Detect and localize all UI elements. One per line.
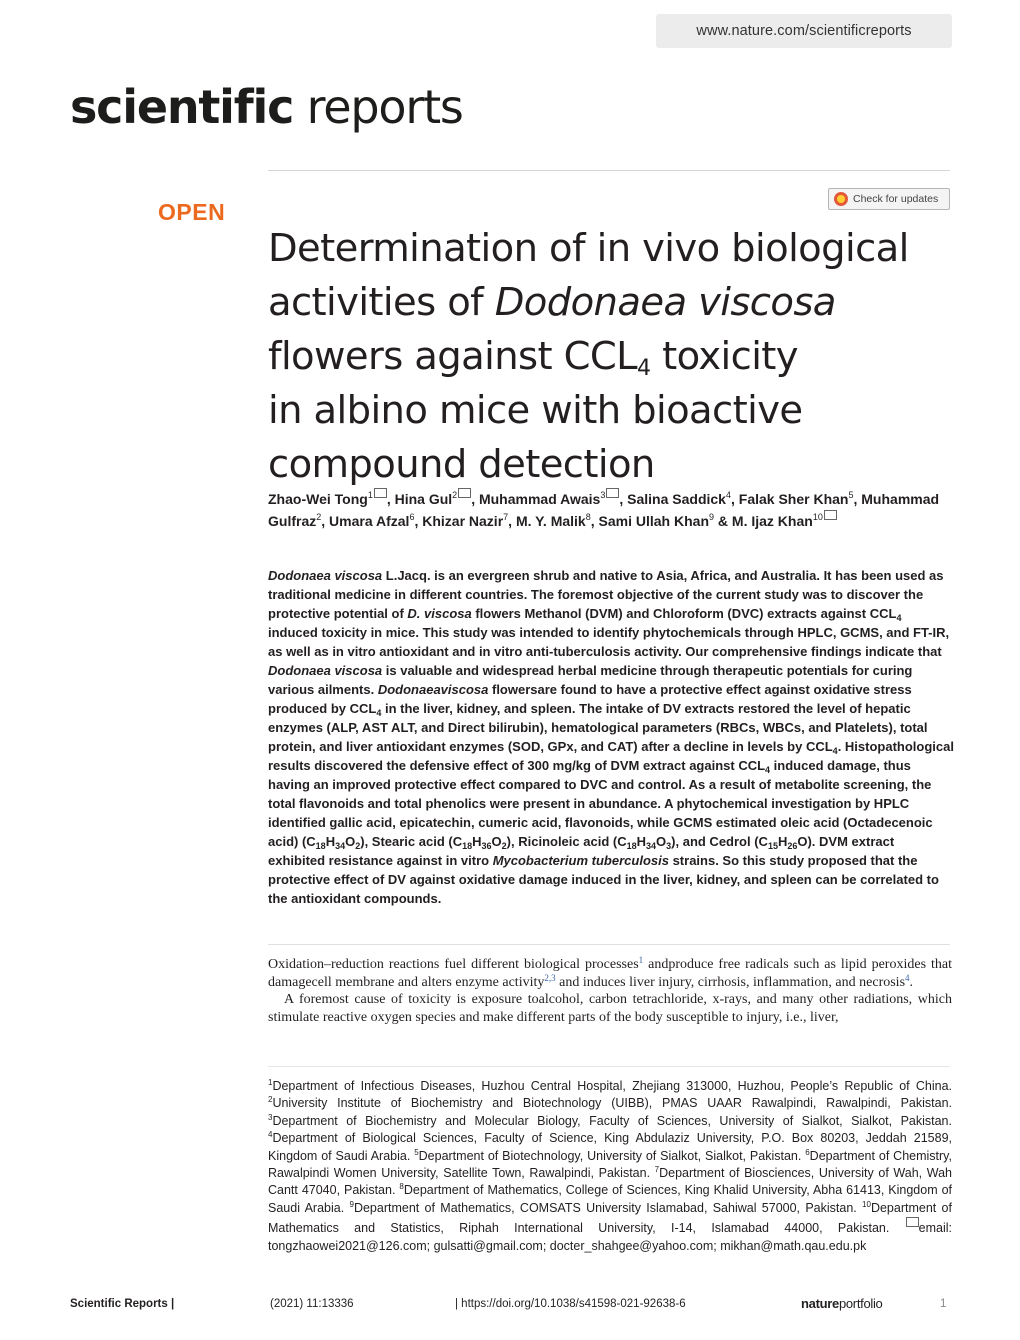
divider — [268, 170, 950, 171]
author-affiliation-ref: 1 — [367, 490, 373, 500]
affiliation-text: Department of Biochemistry and Molecular Biology, Faculty of Sciences, University of Sialkot, Sialkot, Pakistan. — [272, 1113, 952, 1128]
author-separator: , — [471, 491, 479, 507]
author-affiliation-ref: 4 — [725, 490, 731, 500]
paragraph: Oxidation–reduction reactions fuel different biological processes$^1$ andproduce free radicals such as lipid peroxides that damagecell membrane and alters enzyme activity$^{2,3}$ and induces liver injury, cirrhosis, inflammation, and necrosis$^4$. — [268, 955, 952, 990]
reference-link[interactable]: 2,3 — [544, 972, 556, 983]
author-name[interactable]: Muhammad Gulfraz — [268, 491, 940, 529]
author-affiliation-ref: 6 — [409, 512, 415, 522]
author-name[interactable]: M. Ijaz Khan — [731, 513, 813, 529]
author-affiliation-ref: 3 — [600, 490, 606, 500]
footer-journal: Scientific Reports | — [70, 1298, 175, 1310]
author-name[interactable]: Zhao-Wei Tong — [268, 491, 368, 507]
author-affiliation-ref: 9 — [709, 512, 715, 522]
affiliation-number: 10 — [862, 1199, 871, 1209]
email-icon — [906, 1217, 919, 1227]
author-name[interactable]: Salina Saddick — [627, 491, 726, 507]
check-for-updates-label: Check for updates — [853, 193, 939, 205]
affiliation-text: Department of Chemistry, Rawalpindi Women University, Satellite Town, Rawalpindi, Pakistan. — [268, 1148, 952, 1181]
journal-url-link[interactable]: www.nature.com/scientificreports — [656, 14, 952, 48]
affiliation-text: Department of Mathematics and Statistics, Riphah International University, I-14, Islamabad 44000, Pakistan. — [268, 1200, 952, 1236]
reference-link[interactable]: 4 — [905, 972, 910, 983]
author-affiliation-ref: 10 — [812, 512, 823, 522]
divider — [268, 1066, 950, 1067]
doi-link[interactable]: | https://doi.org/10.1038/s41598-021-92638-6 — [455, 1298, 686, 1310]
author-name[interactable]: Muhammad Awais — [478, 491, 601, 507]
author-list — [268, 488, 958, 532]
author-separator: , — [730, 491, 739, 507]
affiliation-number: 3 — [268, 1112, 273, 1122]
affiliation-number: 1 — [268, 1078, 273, 1087]
affiliation-number: 4 — [268, 1130, 273, 1140]
affiliation-number: 5 — [414, 1147, 419, 1157]
affiliation-number: 7 — [654, 1165, 660, 1175]
affiliation-number: 8 — [399, 1182, 404, 1192]
author-affiliation-ref: 2 — [452, 490, 458, 500]
page-footer — [70, 1296, 950, 1316]
author-separator: , — [853, 491, 862, 507]
crossmark-icon — [834, 192, 848, 206]
author-affiliation-ref: 5 — [848, 490, 854, 500]
affiliation-text: Department of Mathematics, College of Sciences, King Khalid University, Abha 61413, Kingdom of Saudi Arabia. — [268, 1183, 953, 1215]
email-icon[interactable] — [374, 488, 387, 498]
author-name[interactable]: Sami Ullah Khan — [598, 513, 709, 529]
author-separator: & — [714, 513, 732, 529]
author-separator: , — [508, 513, 516, 529]
author-separator: , — [414, 513, 423, 529]
author-name[interactable]: M. Y. Malik — [515, 513, 586, 529]
author-separator: , — [321, 513, 330, 529]
page-number: 1 — [940, 1298, 947, 1310]
affiliation-number: 9 — [349, 1199, 354, 1209]
email-icon[interactable] — [606, 488, 619, 498]
publisher-logo: natureportfolio — [801, 1296, 883, 1311]
author-name[interactable]: Khizar Nazir — [422, 513, 504, 529]
abstract: Dodonaea viscosa L.Jacq. is an evergreen shrub and native to Asia, Africa, and Australia. It has been used as traditional medicine in different countries. The foremost objective of the current study was to discover the protective potential of D. viscosa flowers Methanol (DVM) and Chloroform (DVC) extracts against $CCL_4$ induced toxicity in mice. This study was intended to identify phytochemicals through HPLC, GCMS, and FT-IR, as well as in vitro antioxidant and in vitro anti-tuberculosis activity. Our comprehensive findings indicate that Dodonaea viscosa is valuable and widespread herbal medicine through therapeutic potentials for curing various ailments. Dodonaeaviscosa flowersare found to have a protective effect against oxidative stress produced by $CCL_4$ in the liver, kidney, and spleen. The intake of DV extracts restored the level of hepatic enzymes (ALP, AST ALT, and Direct bilirubin), hematological parameters (RBCs, WBCs, and Platelets), total protein, and liver antioxidant enzymes (SOD, GPx, and CAT) after a decline in levels by $CCL_4$. Histopathological results discovered the defensive effect of 300 mg/kg of DVM extract against $CCL_4$ induced damage, thus having an improved protective effect compared to DVC and control. As a result of metabolite screening, the total flavonoids and total phenolics were present in abundance. A phytochemical investigation by HPLC identified gallic acid, epicatechin, cumeric acid, flavonoids, while GCMS estimated oleic acid (Octadecenoic acid) $(C_{18}H_{34}O_2)$, Stearic acid $(C_{18}H_{36}O_2)$, Ricinoleic acid $(C_{18}H_{34}O_3)$, and Cedrol $(C_{15}H_{26}O)$. DVM extract exhibited resistance against in vitro Mycobacterium tuberculosis strains. So this study proposed that the protective effect of DV against oxidative damage induced in the liver, kidney, and spleen can be correlated to the antioxidant compounds. — [268, 568, 954, 906]
affiliation-text: Department of Biosciences, University of Wah, Wah Cantt 47040, Pakistan. — [268, 1166, 952, 1198]
author-separator: , — [619, 491, 628, 507]
divider — [268, 944, 950, 945]
contact-emails[interactable]: email: tongzhaowei2021@126.com; gulsatti@gmail.com; docter_shahgee@yahoo.com; mikhan@math.qau.edu.pk — [268, 1221, 952, 1253]
footer-volume: (2021) 11:13336 — [270, 1298, 354, 1310]
affiliation-text: Department of Infectious Diseases, Huzhou Central Hospital, Zhejiang 313000, Huzhou, People’s Republic of China. — [272, 1079, 952, 1093]
author-name[interactable]: Falak Sher Khan — [738, 491, 849, 507]
author-separator: , — [386, 491, 395, 507]
author-name[interactable]: Umara Afzal — [329, 513, 410, 529]
affiliation-number: 2 — [268, 1095, 273, 1105]
article-title: Determination of in vivo biological activities of Dodonaea viscosa flowers against $CCL_4$ toxicity in albino mice with bioactive compound detection — [268, 226, 909, 487]
check-for-updates-button[interactable] — [828, 188, 950, 210]
affiliation-text: Department of Biotechnology, University of Sialkot, Sialkot, Pakistan. — [418, 1148, 806, 1163]
paragraph: A foremost cause of toxicity is exposure toalcohol, carbon tetrachloride, x-rays, and many other radiations, which stimulate reactive oxygen species and make different parts of the body susceptible to injury, i.e., liver, — [268, 992, 952, 1025]
author-affiliation-ref: 7 — [503, 512, 509, 522]
affiliation-text: University Institute of Biochemistry and Biotechnology (UIBB), PMAS UAAR Rawalpindi, Rawalpindi, Pakistan. — [272, 1096, 952, 1111]
journal-logo: scientific reports — [70, 80, 463, 134]
author-name[interactable]: Hina Gul — [394, 491, 453, 507]
author-affiliation-ref: 8 — [585, 512, 591, 522]
affiliation-text: Department of Biological Sciences, Faculty of Science, King Abdulaziz University, P.O. Box 80203, Jeddah 21589, Kingdom of Saudi Arabia. — [268, 1131, 952, 1163]
email-icon[interactable] — [824, 510, 837, 520]
main-text — [268, 956, 952, 1026]
affiliation-number: 6 — [805, 1147, 810, 1157]
author-separator: , — [590, 513, 599, 529]
open-access-label: OPEN — [158, 199, 226, 225]
affiliations — [268, 1078, 952, 1255]
author-affiliation-ref: 2 — [316, 512, 322, 522]
email-icon[interactable] — [458, 488, 471, 498]
affiliation-text: Department of Mathematics, COMSATS University Islamabad, Sahiwal 57000, Pakistan. — [353, 1200, 863, 1215]
reference-link[interactable]: 1 — [638, 955, 644, 965]
